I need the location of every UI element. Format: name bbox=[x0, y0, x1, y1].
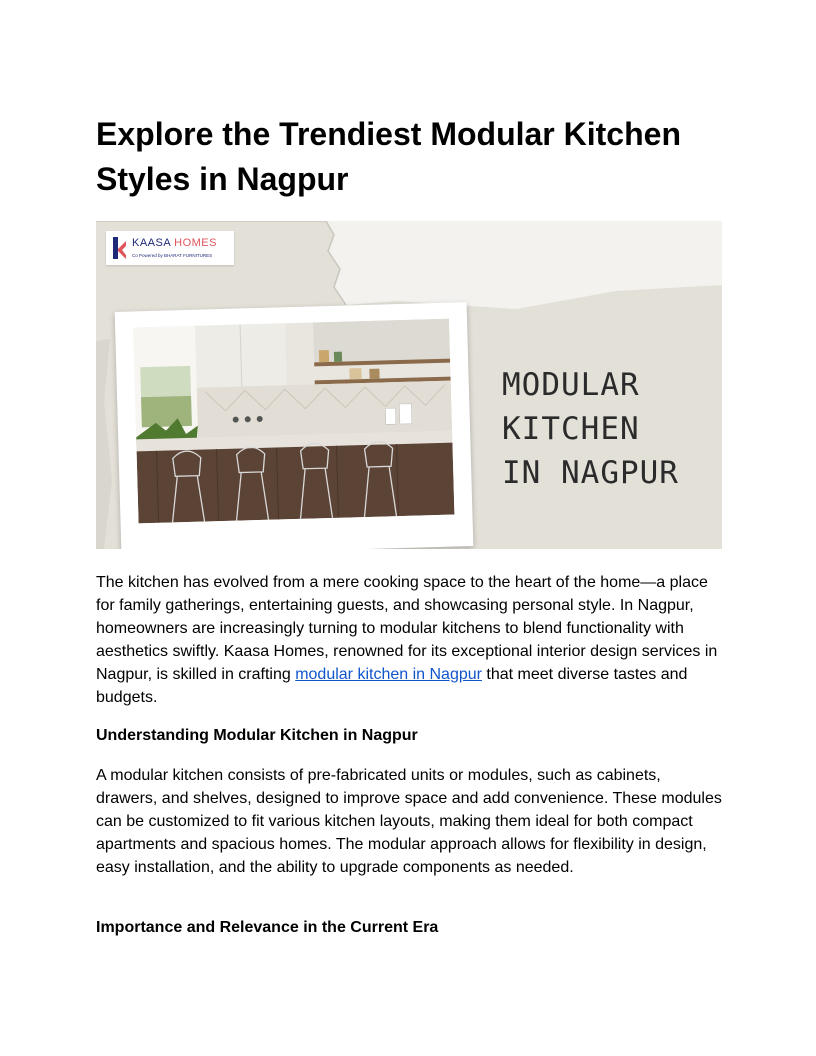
hero-image bbox=[96, 221, 722, 549]
hero-overlay-text bbox=[502, 363, 712, 495]
modular-kitchen-link[interactable]: modular kitchen in Nagpur bbox=[295, 666, 482, 683]
logo-tagline: Co Powered by BHARAT FURNITURES bbox=[132, 253, 213, 258]
hero-line-1: MODULAR bbox=[502, 367, 640, 403]
section-paragraph-understanding: A modular kitchen consists of pre-fabricated units or modules, such as cabinets, drawers, and shelves, designed to improve space and add convenience. These modules can be customized to fit various kitchen layouts, making them ideal for both compact apartments and spacious homes. The modular approach allows for flexibility in design, easy installation, and the ability to upgrade components as needed. bbox=[96, 767, 722, 876]
hero-line-2: KITCHEN bbox=[502, 411, 640, 447]
section-heading-understanding: Understanding Modular Kitchen in Nagpur bbox=[96, 727, 418, 744]
page-title: Explore the Trendiest Modular Kitchen Styles in Nagpur bbox=[96, 116, 681, 197]
intro-paragraph: The kitchen has evolved from a mere cooking space to the heart of the home—a place for family gatherings, entertaining guests, and showcasing personal style. In Nagpur, homeowners are increasingly turning to modular kitchens to blend functionality with aesthetics swiftly. Kaasa Homes, renowned for its exceptional interior design services in Nagpur, is skilled in crafting modular kitchen in Nagpur that meet diverse tastes and budgets. bbox=[96, 574, 718, 706]
kaasa-logo-icon bbox=[111, 235, 129, 261]
kitchen-photo-frame bbox=[115, 302, 474, 549]
kitchen-photo bbox=[133, 319, 454, 524]
hero-line-3: IN NAGPUR bbox=[502, 455, 679, 491]
brand-logo bbox=[106, 231, 234, 265]
logo-brand-name: KAASA HOMES bbox=[132, 237, 217, 249]
section-heading-importance: Importance and Relevance in the Current Era bbox=[96, 919, 439, 936]
